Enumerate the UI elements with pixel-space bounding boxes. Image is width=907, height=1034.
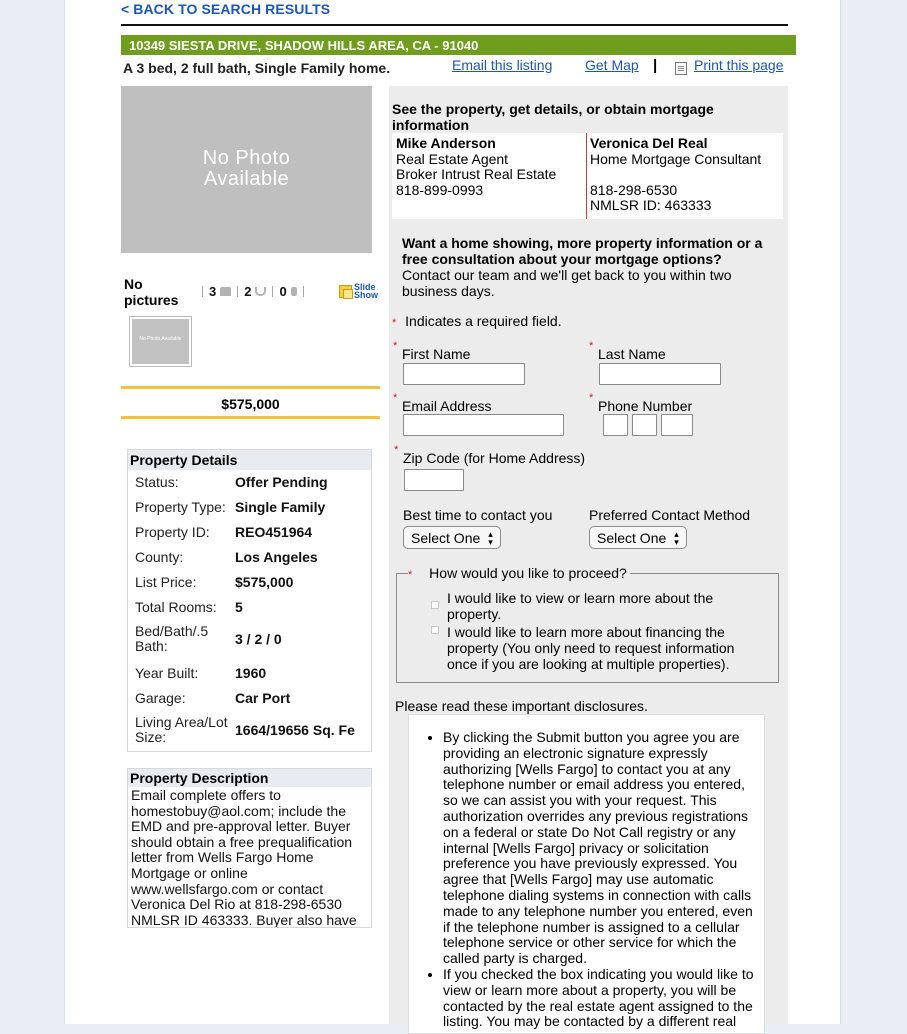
get-map-link[interactable]: Get Map <box>585 57 639 73</box>
required-note <box>392 313 562 329</box>
contact-panel <box>389 86 788 1030</box>
consultant-phone: 818-298-6530 <box>590 181 678 198</box>
proceed-legend-text: How would you like to proceed? <box>429 565 627 581</box>
price-rule-bottom <box>121 416 380 419</box>
agent-card <box>396 136 556 198</box>
half-bath-icon <box>291 287 297 296</box>
agent-title: Real Estate Agent <box>396 150 509 167</box>
detail-label: County: <box>135 548 184 565</box>
detail-value: 1664/19656 Sq. Fe <box>235 722 355 738</box>
consultant-spacer <box>590 167 761 183</box>
detail-value: 3 / 2 / 0 <box>235 631 282 647</box>
detail-row <box>135 574 293 590</box>
zip-code-input[interactable] <box>404 469 464 491</box>
detail-row <box>135 474 328 490</box>
detail-row <box>135 549 318 565</box>
contact-method-select[interactable] <box>589 526 687 549</box>
back-to-search-link[interactable]: < BACK TO SEARCH RESULTS <box>121 1 331 17</box>
property-details-box <box>127 449 372 752</box>
contact-heading: See the property, get details, or obtain mortgage information <box>392 101 714 133</box>
address-bar: 10349 SIESTA DRIVE, SHADOW HILLS AREA, CA - 91040 <box>121 35 796 55</box>
best-time-select[interactable] <box>403 526 501 549</box>
beds-count: 3 <box>209 284 217 299</box>
agent-divider <box>586 133 587 219</box>
detail-row <box>135 715 355 745</box>
print-icon[interactable] <box>675 62 687 75</box>
detail-row <box>135 665 266 681</box>
select-arrows-icon: ▴ ▾ <box>488 528 493 547</box>
price-rule-top <box>121 386 380 389</box>
property-details-heading: Property Details <box>128 450 371 470</box>
main-photo <box>121 86 372 253</box>
required-star: * <box>393 340 398 352</box>
detail-label: Year Built: <box>135 664 199 681</box>
detail-label: Property Type: <box>135 498 226 515</box>
select-arrows-icon: ▴ ▾ <box>674 528 679 547</box>
disclosures-heading: Please read these important disclosures. <box>395 698 648 714</box>
email-label <box>393 392 492 414</box>
disclosure-item: • By clicking the Submit button you agree you are providing an electronic signature expressly authorizing [Wells Fargo] to contact you at any telephone number or email address you entered, so we can assist you with your request. This authorization overrides any previous registrations on a federal or state Do Not Call registry or any internal [Wells Fargo] privacy or solicitation preference you have previously expressed. You agree that [Wells Fargo] may use automatic telephone dialing systems in connection with calls made to any telephone number you entered, even if the telephone number is assigned to a cellular telephone service or other service for which the called party is charged. <box>443 730 756 967</box>
no-photo-text: No Photo Available <box>202 147 291 190</box>
detail-value: Single Family <box>235 499 326 515</box>
consultant-title: Home Mortgage Consultant <box>590 150 762 167</box>
phone-prefix-input[interactable] <box>632 414 657 436</box>
detail-row <box>135 690 290 706</box>
detail-label: Property ID: <box>135 523 210 540</box>
required-star: * <box>408 569 413 581</box>
disclosures-box <box>408 714 765 1034</box>
print-page-link[interactable]: Print this page <box>694 57 784 73</box>
half-baths-count: 0 <box>279 284 287 299</box>
proceed-fieldset <box>396 565 779 683</box>
link-separator: | <box>653 57 658 74</box>
detail-row <box>135 524 312 540</box>
detail-row <box>135 499 325 515</box>
detail-label: Total Rooms: <box>135 598 217 615</box>
financing-checkbox[interactable] <box>431 626 439 634</box>
required-note-text: Indicates a required field. <box>405 313 562 329</box>
stat-separator <box>303 286 304 297</box>
phone-line-input[interactable] <box>661 414 693 436</box>
disclosure-item: • If you checked the box indicating you would like to view or learn more about a property, you will be contacted by the real estate agent assigned to the listing. You may be contacted by a different real <box>443 967 756 1030</box>
best-time-value: Select One <box>411 529 481 546</box>
form-intro-text: Contact our team and we'll get back to you within two business days. <box>402 267 732 299</box>
detail-value: Offer Pending <box>235 474 328 490</box>
detail-label: Bed/Bath/.5 Bath: <box>135 623 209 654</box>
first-name-label <box>393 340 471 362</box>
listing-summary: A 3 bed, 2 full bath, Single Family home. <box>123 60 391 76</box>
consultant-nmlsr: NMLSR ID: 463333 <box>590 197 712 213</box>
zip-label <box>394 444 586 466</box>
consultant-card <box>590 136 761 214</box>
slideshow-icon <box>339 285 352 298</box>
thumbnail-placeholder: No Photo Available <box>132 319 189 364</box>
first-name-label-text: First Name <box>402 346 471 362</box>
stat-separator <box>237 286 238 297</box>
detail-row <box>135 599 243 615</box>
phone-area-code-input[interactable] <box>603 414 628 436</box>
agent-contacts <box>392 133 783 219</box>
detail-row <box>135 624 282 654</box>
required-star: * <box>589 340 594 352</box>
contact-method-value: Select One <box>597 529 667 546</box>
last-name-label-text: Last Name <box>598 346 666 362</box>
required-star: * <box>394 444 399 456</box>
required-star: * <box>589 392 594 404</box>
detail-label: Status: <box>135 473 179 490</box>
stat-separator <box>202 286 203 297</box>
disclosures-list <box>409 715 764 1030</box>
financing-option: I would like to learn more about financing the property (You only need to request information once if you are looking at multiple properties). <box>447 624 735 672</box>
first-name-input[interactable] <box>403 363 525 385</box>
bath-icon <box>255 287 266 296</box>
detail-value: REO451964 <box>235 524 313 540</box>
best-time-label: Best time to contact you <box>403 507 553 523</box>
page <box>64 0 841 1030</box>
email-listing-link[interactable]: Email this listing <box>452 57 553 73</box>
form-intro <box>402 235 777 299</box>
baths-count: 2 <box>244 284 252 299</box>
no-pictures-label: No pictures <box>124 276 179 308</box>
bed-icon <box>220 287 231 296</box>
last-name-input[interactable] <box>599 363 721 385</box>
property-description-box <box>127 768 372 928</box>
phone-label-text: Phone Number <box>598 398 693 414</box>
property-stats <box>196 284 310 299</box>
zip-label-text: Zip Code (for Home Address) <box>403 450 586 466</box>
form-intro-heading: Want a home showing, more property information or a free consultation about your mortgage options? <box>402 235 763 267</box>
property-description-heading: Property Description <box>128 769 371 787</box>
slideshow-button[interactable] <box>339 283 378 299</box>
view-property-checkbox[interactable] <box>431 601 439 609</box>
detail-label: Living Area/Lot Size: <box>135 714 228 745</box>
detail-label: List Price: <box>135 573 197 590</box>
header-divider <box>121 24 788 26</box>
detail-value: 5 <box>235 599 243 615</box>
detail-label: Garage: <box>135 689 186 706</box>
view-property-option: I would like to view or learn more about the property. <box>447 590 714 622</box>
detail-value: Los Angeles <box>235 549 318 565</box>
agent-phone: 818-899-0993 <box>396 181 484 198</box>
photo-thumbnail[interactable] <box>129 316 192 367</box>
detail-value: $575,000 <box>235 574 294 590</box>
property-description-text: Email complete offers to homestobuy@aol.com; include the EMD and pre-approval letter. Buyer should obtain a free prequalification letter from Wells Fargo Home Mortgage or online www.wellsfargo.com or contact Veronica Del Rio at 818-298-6530 NMLSR ID 463333. Buyer also have <box>131 787 357 928</box>
agent-company: Broker Intrust Real Estate <box>396 166 557 182</box>
detail-value: 1960 <box>235 665 267 681</box>
proceed-legend <box>408 565 630 581</box>
detail-value: Car Port <box>235 690 291 706</box>
phone-label <box>589 392 693 414</box>
last-name-label <box>589 340 666 362</box>
contact-method-label: Preferred Contact Method <box>589 507 751 523</box>
email-input[interactable] <box>403 414 564 436</box>
email-label-text: Email Address <box>402 398 492 414</box>
list-price: $575,000 <box>221 396 280 412</box>
agent-name: Mike Anderson <box>396 135 496 151</box>
stat-separator <box>272 286 273 297</box>
consultant-name: Veronica Del Real <box>590 135 708 151</box>
required-star: * <box>392 317 397 329</box>
slideshow-label: Slide Show <box>354 282 378 300</box>
required-star: * <box>393 392 398 404</box>
